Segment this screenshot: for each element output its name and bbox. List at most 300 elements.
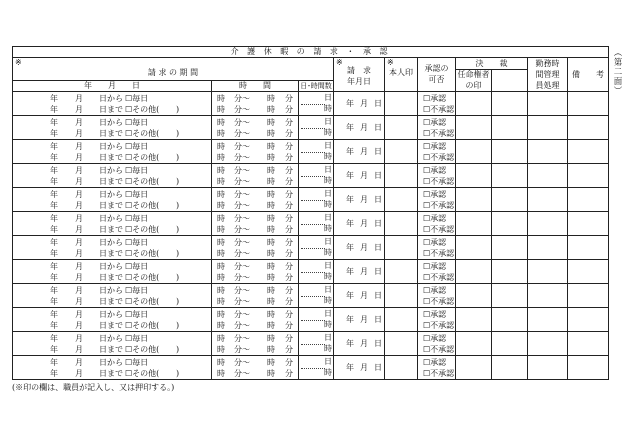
minute-from-label: 分～	[234, 334, 250, 343]
hour-label: 時	[267, 249, 275, 258]
request-period-header	[13, 58, 334, 81]
decision-blank-header	[492, 70, 528, 92]
appointer-seal-cell[interactable]	[456, 188, 492, 212]
period-until-line	[13, 344, 211, 355]
month-label: 月	[75, 118, 83, 127]
approval-line	[418, 285, 455, 296]
from-label: 日から	[99, 190, 123, 199]
minute-label: 分	[285, 297, 293, 306]
hour-unit: 時	[324, 320, 332, 329]
request-date-cell[interactable]	[334, 92, 385, 116]
days-hours-cell[interactable]	[299, 260, 334, 284]
minute-from-label: 分～	[234, 358, 250, 367]
appointer-label-2: の印	[465, 81, 482, 90]
remarks-cell[interactable]	[568, 356, 609, 380]
personal-seal-cell[interactable]	[385, 140, 418, 164]
date-month-label: 月	[360, 243, 368, 252]
approval-line	[418, 309, 455, 320]
until-label: 日まで	[99, 129, 123, 138]
period-from-line	[13, 285, 211, 296]
remarks-cell[interactable]	[568, 212, 609, 236]
until-label: 日まで	[99, 225, 123, 234]
days-hours-cell[interactable]	[299, 284, 334, 308]
day-unit: 日	[324, 189, 332, 198]
appointer-seal-cell[interactable]	[456, 284, 492, 308]
minute-label: 分	[285, 94, 293, 103]
time-line-1	[212, 189, 298, 200]
approval-line	[418, 333, 455, 344]
from-label: 日から	[99, 94, 123, 103]
day-unit: 日	[324, 117, 332, 126]
decision-blank-cell[interactable]	[492, 188, 528, 212]
side-label: （第二面）	[612, 48, 622, 96]
approval-line	[418, 117, 455, 128]
minute-from-label: 分～	[234, 297, 250, 306]
month-label: 月	[75, 249, 83, 258]
request-date-cell[interactable]	[334, 356, 385, 380]
approval-cell[interactable]	[418, 116, 456, 140]
approved-checkbox[interactable]: ☐承認	[423, 334, 447, 343]
approved-checkbox[interactable]: ☐承認	[423, 262, 447, 271]
approval-cell[interactable]	[418, 140, 456, 164]
minute-label: 分	[285, 369, 293, 378]
period-cell[interactable]	[13, 92, 212, 116]
other-checkbox: ☐その他(	[125, 225, 160, 234]
every-day-checkbox: ☐毎日	[125, 334, 149, 343]
not-approved-checkbox[interactable]: ☐不承認	[423, 297, 455, 306]
time-line-2	[212, 152, 298, 163]
days-hours-cell[interactable]	[299, 116, 334, 140]
other-close-paren: )	[176, 369, 180, 378]
request-row	[13, 116, 609, 140]
remarks-cell[interactable]	[568, 140, 609, 164]
approval-cell[interactable]	[418, 188, 456, 212]
request-row	[13, 356, 609, 380]
date-month-label: 月	[360, 291, 368, 300]
appointer-seal-cell[interactable]	[456, 332, 492, 356]
dotted-divider	[301, 176, 325, 177]
personal-seal-cell[interactable]	[385, 284, 418, 308]
approved-checkbox[interactable]: ☐承認	[423, 286, 447, 295]
request-label: 請 求	[347, 66, 371, 75]
year-label: 年	[50, 214, 58, 223]
decision-blank-cell[interactable]	[492, 212, 528, 236]
appointer-seal-cell[interactable]	[456, 356, 492, 380]
period-cell[interactable]	[13, 116, 212, 140]
personal-seal-cell[interactable]	[385, 164, 418, 188]
remarks-cell[interactable]	[568, 332, 609, 356]
approved-checkbox[interactable]: ☐承認	[423, 238, 447, 247]
hour-label: 時	[267, 297, 275, 306]
request-row	[13, 212, 609, 236]
time-cell[interactable]	[212, 164, 299, 188]
days-hours-cell[interactable]	[299, 140, 334, 164]
attendance-cell[interactable]	[528, 260, 568, 284]
hour-label: 時	[217, 345, 225, 354]
decision-blank-cell[interactable]	[492, 356, 528, 380]
other-checkbox: ☐その他(	[125, 105, 160, 114]
period-cell[interactable]	[13, 332, 212, 356]
attendance-cell[interactable]	[528, 236, 568, 260]
date-year-label: 年	[346, 147, 354, 156]
date-month-label: 月	[360, 99, 368, 108]
approval-cell[interactable]	[418, 332, 456, 356]
date-day-label: 日	[374, 147, 382, 156]
days-hours-cell[interactable]	[299, 356, 334, 380]
date-month-label: 月	[360, 363, 368, 372]
time-cell[interactable]	[212, 236, 299, 260]
period-cell[interactable]	[13, 212, 212, 236]
from-label: 日から	[99, 310, 123, 319]
month-label: 月	[75, 310, 83, 319]
not-approved-line	[418, 296, 455, 307]
attendance-cell[interactable]	[528, 356, 568, 380]
remarks-cell[interactable]	[568, 236, 609, 260]
period-cell[interactable]	[13, 284, 212, 308]
request-date-cell[interactable]	[334, 284, 385, 308]
period-cell[interactable]	[13, 308, 212, 332]
day-unit: 日	[324, 357, 332, 366]
personal-seal-cell[interactable]	[385, 356, 418, 380]
personal-seal-cell[interactable]	[385, 188, 418, 212]
marker: ※	[15, 58, 22, 67]
attendance-cell[interactable]	[528, 164, 568, 188]
decision-blank-cell[interactable]	[492, 236, 528, 260]
request-date-cell[interactable]	[334, 164, 385, 188]
time-cell[interactable]	[212, 332, 299, 356]
month-label: 月	[75, 201, 83, 210]
attendance-cell[interactable]	[528, 92, 568, 116]
period-from-line	[13, 189, 211, 200]
attendance-cell[interactable]	[528, 332, 568, 356]
dotted-divider	[301, 128, 325, 129]
approval-cell[interactable]	[418, 308, 456, 332]
month-label: 月	[75, 238, 83, 247]
personal-seal-cell[interactable]	[385, 236, 418, 260]
year-label: 年	[50, 345, 58, 354]
days-hours-cell[interactable]	[299, 212, 334, 236]
minute-label: 分	[285, 129, 293, 138]
approved-checkbox[interactable]: ☐承認	[423, 166, 447, 175]
date-day-label: 日	[374, 171, 382, 180]
personal-seal-cell[interactable]	[385, 92, 418, 116]
not-approved-checkbox[interactable]: ☐不承認	[423, 105, 455, 114]
request-date-label: 年月日	[347, 77, 371, 86]
year-label: 年	[50, 262, 58, 271]
period-until-line	[13, 368, 211, 379]
year-label: 年	[50, 166, 58, 175]
year-label: 年	[50, 321, 58, 330]
time-cell[interactable]	[212, 260, 299, 284]
not-approved-checkbox[interactable]: ☐不承認	[423, 225, 455, 234]
appointer-seal-cell[interactable]	[456, 308, 492, 332]
approval-cell[interactable]	[418, 284, 456, 308]
approval-label-2: 可否	[428, 75, 445, 84]
time-line-2	[212, 344, 298, 355]
approval-cell[interactable]	[418, 260, 456, 284]
period-until-line	[13, 152, 211, 163]
decision-blank-cell[interactable]	[492, 284, 528, 308]
minute-label: 分	[285, 142, 293, 151]
not-approved-checkbox[interactable]: ☐不承認	[423, 345, 455, 354]
approved-checkbox[interactable]: ☐承認	[423, 310, 447, 319]
attendance-cell[interactable]	[528, 188, 568, 212]
not-approved-line	[418, 176, 455, 187]
approval-label: 承認の	[424, 64, 449, 73]
days-hours-cell[interactable]	[299, 164, 334, 188]
time-cell[interactable]	[212, 92, 299, 116]
year-label: 年	[50, 273, 58, 282]
minute-label: 分	[285, 153, 293, 162]
appointer-seal-cell[interactable]	[456, 212, 492, 236]
time-cell[interactable]	[212, 140, 299, 164]
days-hours-cell[interactable]	[299, 308, 334, 332]
decision-blank-cell[interactable]	[492, 308, 528, 332]
time-line-2	[212, 248, 298, 259]
period-cell[interactable]	[13, 140, 212, 164]
appointer-seal-cell[interactable]	[456, 236, 492, 260]
approval-cell[interactable]	[418, 164, 456, 188]
decision-blank-cell[interactable]	[492, 116, 528, 140]
not-approved-checkbox[interactable]: ☐不承認	[423, 369, 455, 378]
personal-seal-cell[interactable]	[385, 308, 418, 332]
other-close-paren: )	[176, 129, 180, 138]
approval-cell[interactable]	[418, 92, 456, 116]
remarks-cell[interactable]	[568, 92, 609, 116]
minute-label: 分	[285, 321, 293, 330]
decision-blank-cell[interactable]	[492, 260, 528, 284]
time-cell[interactable]	[212, 116, 299, 140]
period-from-line	[13, 141, 211, 152]
request-row	[13, 284, 609, 308]
minute-from-label: 分～	[234, 273, 250, 282]
request-date-cell[interactable]	[334, 188, 385, 212]
minute-label: 分	[285, 201, 293, 210]
hour-unit: 時	[324, 368, 332, 377]
approval-cell[interactable]	[418, 356, 456, 380]
hour-label: 時	[267, 214, 275, 223]
appointer-seal-cell[interactable]	[456, 92, 492, 116]
not-approved-checkbox[interactable]: ☐不承認	[423, 129, 455, 138]
dotted-divider	[301, 320, 325, 321]
decision-blank-cell[interactable]	[492, 332, 528, 356]
date-year-label: 年	[346, 243, 354, 252]
days-hours-cell[interactable]	[299, 188, 334, 212]
minute-label: 分	[285, 105, 293, 114]
day-unit: 日	[324, 261, 332, 270]
marker: ※	[387, 58, 394, 67]
decision-blank-cell[interactable]	[492, 92, 528, 116]
minute-label: 分	[285, 334, 293, 343]
not-approved-checkbox[interactable]: ☐不承認	[423, 177, 455, 186]
request-date-cell[interactable]	[334, 308, 385, 332]
month-label: 月	[75, 177, 83, 186]
personal-seal-cell[interactable]	[385, 260, 418, 284]
appointer-seal-cell[interactable]	[456, 260, 492, 284]
not-approved-line	[418, 152, 455, 163]
remarks-cell[interactable]	[568, 188, 609, 212]
other-checkbox: ☐その他(	[125, 249, 160, 258]
year-label: 年	[50, 201, 58, 210]
minute-label: 分	[285, 118, 293, 127]
not-approved-line	[418, 200, 455, 211]
dotted-divider	[301, 224, 325, 225]
approved-checkbox[interactable]: ☐承認	[423, 358, 447, 367]
minute-from-label: 分～	[234, 166, 250, 175]
hour-label: 時	[217, 94, 225, 103]
hour-label: 時	[217, 129, 225, 138]
dotted-divider	[301, 296, 325, 297]
day-unit: 日	[324, 309, 332, 318]
other-checkbox: ☐その他(	[125, 345, 160, 354]
approved-checkbox[interactable]: ☐承認	[423, 190, 447, 199]
period-cell[interactable]	[13, 356, 212, 380]
hour-label: 時	[267, 262, 275, 271]
month-label: 月	[75, 273, 83, 282]
days-hours-cell[interactable]	[299, 92, 334, 116]
attendance-cell[interactable]	[528, 284, 568, 308]
time-line-1	[212, 237, 298, 248]
days-hours-cell[interactable]	[299, 332, 334, 356]
attendance-cell[interactable]	[528, 140, 568, 164]
time-cell[interactable]	[212, 308, 299, 332]
personal-seal-cell[interactable]	[385, 116, 418, 140]
appointer-seal-cell[interactable]	[456, 116, 492, 140]
time-header: 時 間	[212, 81, 299, 92]
leave-request-form	[12, 46, 608, 380]
from-label: 日から	[99, 142, 123, 151]
minute-from-label: 分～	[234, 238, 250, 247]
request-date-cell[interactable]	[334, 332, 385, 356]
time-cell[interactable]	[212, 356, 299, 380]
decision-blank-cell[interactable]	[492, 164, 528, 188]
date-day-label: 日	[374, 99, 382, 108]
time-line-2	[212, 128, 298, 139]
date-year-label: 年	[346, 315, 354, 324]
request-date-cell[interactable]	[334, 140, 385, 164]
period-cell[interactable]	[13, 164, 212, 188]
date-day-label: 日	[374, 243, 382, 252]
approval-header	[418, 58, 456, 92]
appointer-seal-cell[interactable]	[456, 140, 492, 164]
date-month-label: 月	[360, 195, 368, 204]
time-line-1	[212, 165, 298, 176]
minute-from-label: 分～	[234, 262, 250, 271]
decision-blank-cell[interactable]	[492, 140, 528, 164]
period-cell[interactable]	[13, 260, 212, 284]
other-close-paren: )	[176, 345, 180, 354]
approval-cell[interactable]	[418, 212, 456, 236]
dotted-divider	[301, 368, 325, 369]
date-day-label: 日	[374, 315, 382, 324]
request-row	[13, 332, 609, 356]
minute-from-label: 分～	[234, 177, 250, 186]
remarks-cell[interactable]	[568, 164, 609, 188]
year-label: 年	[50, 225, 58, 234]
not-approved-checkbox[interactable]: ☐不承認	[423, 153, 455, 162]
until-label: 日まで	[99, 297, 123, 306]
hour-label: 時	[267, 273, 275, 282]
every-day-checkbox: ☐毎日	[125, 262, 149, 271]
request-date-cell[interactable]	[334, 236, 385, 260]
minute-from-label: 分～	[234, 286, 250, 295]
marker: ※	[336, 58, 343, 67]
request-period-label: 請 求 の 期 間	[147, 68, 199, 77]
remarks-cell[interactable]	[568, 308, 609, 332]
month-label: 月	[75, 225, 83, 234]
time-cell[interactable]	[212, 212, 299, 236]
personal-seal-cell[interactable]	[385, 332, 418, 356]
remarks-cell[interactable]	[568, 260, 609, 284]
request-date-cell[interactable]	[334, 116, 385, 140]
remarks-header: 備 考	[568, 58, 609, 92]
attendance-cell[interactable]	[528, 212, 568, 236]
approved-checkbox[interactable]: ☐承認	[423, 118, 447, 127]
time-cell[interactable]	[212, 188, 299, 212]
days-hours-cell[interactable]	[299, 236, 334, 260]
period-cell[interactable]	[13, 188, 212, 212]
request-row	[13, 188, 609, 212]
every-day-checkbox: ☐毎日	[125, 238, 149, 247]
attendance-label-2: 間管理	[535, 69, 560, 79]
year-label: 年	[50, 153, 58, 162]
minute-from-label: 分～	[234, 118, 250, 127]
minute-from-label: 分～	[234, 94, 250, 103]
month-label: 月	[75, 297, 83, 306]
every-day-checkbox: ☐毎日	[125, 94, 149, 103]
approved-checkbox[interactable]: ☐承認	[423, 142, 447, 151]
minute-label: 分	[285, 249, 293, 258]
request-date-cell[interactable]	[334, 260, 385, 284]
not-approved-checkbox[interactable]: ☐不承認	[423, 201, 455, 210]
hour-label: 時	[267, 105, 275, 114]
hour-label: 時	[267, 129, 275, 138]
date-day-label: 日	[374, 291, 382, 300]
request-date-cell[interactable]	[334, 212, 385, 236]
period-from-line	[13, 213, 211, 224]
attendance-cell[interactable]	[528, 116, 568, 140]
remarks-cell[interactable]	[568, 284, 609, 308]
minute-label: 分	[285, 345, 293, 354]
approval-line	[418, 261, 455, 272]
date-day-label: 日	[374, 363, 382, 372]
year-label: 年	[50, 177, 58, 186]
not-approved-line	[418, 128, 455, 139]
time-line-2	[212, 224, 298, 235]
hour-label: 時	[267, 142, 275, 151]
approval-cell[interactable]	[418, 236, 456, 260]
personal-seal-cell[interactable]	[385, 212, 418, 236]
not-approved-checkbox[interactable]: ☐不承認	[423, 273, 455, 282]
from-label: 日から	[99, 334, 123, 343]
appointer-seal-cell[interactable]	[456, 164, 492, 188]
hour-unit: 時	[324, 248, 332, 257]
until-label: 日まで	[99, 321, 123, 330]
not-approved-checkbox[interactable]: ☐不承認	[423, 249, 455, 258]
approved-checkbox[interactable]: ☐承認	[423, 214, 447, 223]
time-line-2	[212, 272, 298, 283]
attendance-cell[interactable]	[528, 308, 568, 332]
hour-unit: 時	[324, 272, 332, 281]
not-approved-line	[418, 248, 455, 259]
period-cell[interactable]	[13, 236, 212, 260]
time-cell[interactable]	[212, 284, 299, 308]
approved-checkbox[interactable]: ☐承認	[423, 94, 447, 103]
not-approved-checkbox[interactable]: ☐不承認	[423, 321, 455, 330]
dotted-divider	[301, 200, 325, 201]
remarks-cell[interactable]	[568, 116, 609, 140]
period-from-line	[13, 357, 211, 368]
